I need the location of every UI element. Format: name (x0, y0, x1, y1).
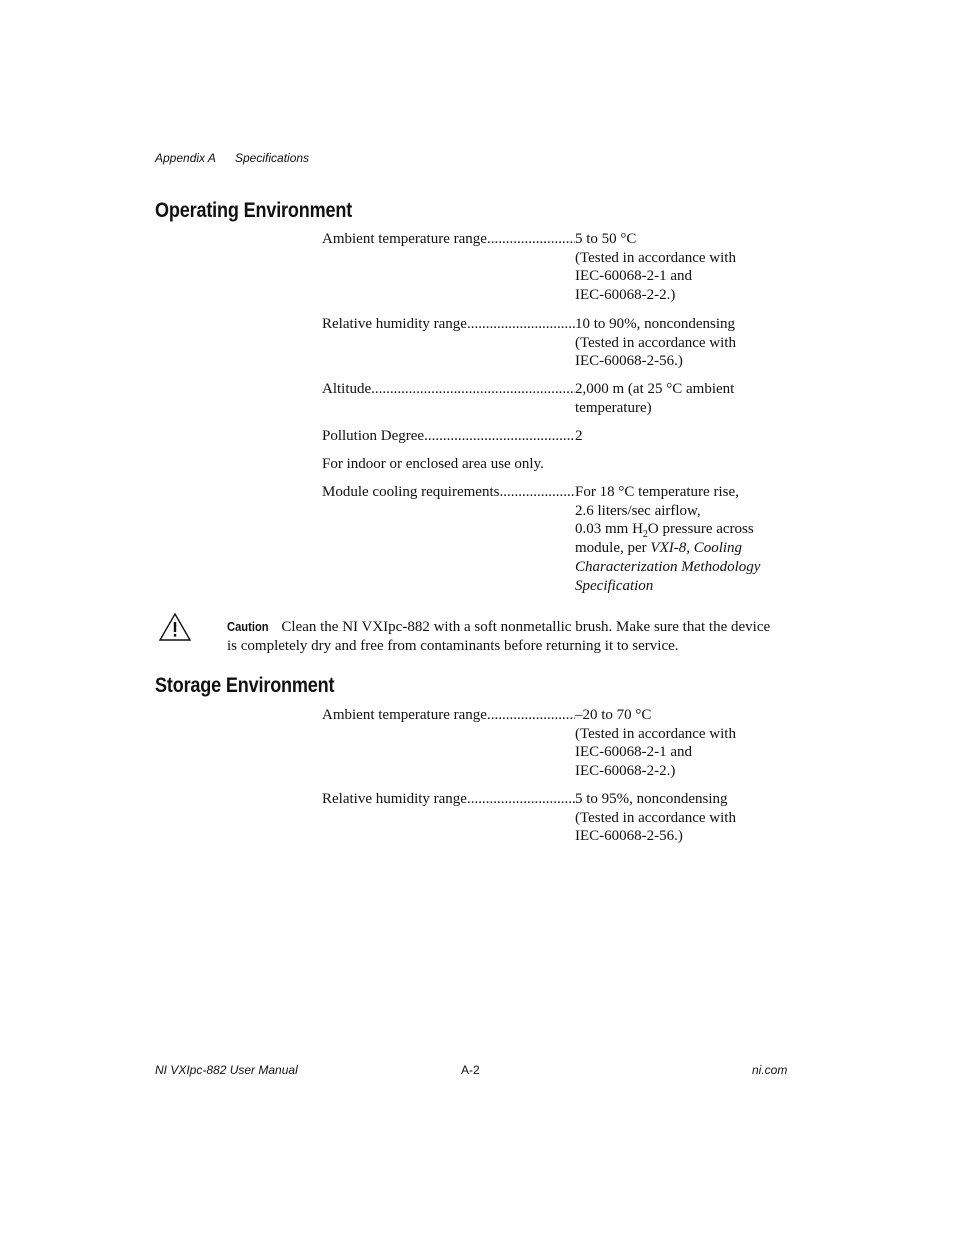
operating-environment-heading: Operating Environment (155, 199, 353, 222)
footer-site: ni.com (752, 1063, 788, 1077)
caution-icon (158, 612, 192, 642)
spec-label: Pollution Degree (322, 428, 425, 444)
caution-text-line1: Clean the NI VXIpc-882 with a soft nonmetallic brush. Make sure that the device (281, 619, 771, 635)
spec-value: 5 to 50 °C (Tested in accordance with IEC-60068-2-1 and IEC-60068-2-2.) (575, 231, 736, 304)
caution-block (227, 617, 797, 656)
footer-page-number: A-2 (461, 1063, 480, 1077)
header-section: Specifications (235, 151, 310, 165)
spec-value: 2,000 m (at 25 °C ambient temperature) (575, 381, 735, 416)
storage-spec-ambient-temperature (322, 706, 792, 781)
spec-label: Module cooling requirements (322, 484, 500, 500)
spec-label: Relative humidity range (322, 316, 467, 332)
operating-spec-module-cooling (322, 483, 792, 595)
indoor-use-note: For indoor or enclosed area use only. (322, 456, 544, 472)
spec-label: Altitude (322, 381, 372, 397)
spec-value: –20 to 70 °C (Tested in accordance with IEC-60068-2-1 and IEC-60068-2-2.) (575, 707, 736, 780)
spec-label: Relative humidity range (322, 791, 467, 807)
operating-spec-altitude (322, 380, 792, 417)
spec-label: Ambient temperature range (322, 707, 487, 723)
spec-value: 2 (575, 428, 583, 444)
spec-value: For 18 °C temperature rise, 2.6 liters/sec airflow, 0.03 mm $H_2O$ pressure across module, per VXI-8, Cooling Characterization Methodology Specification (575, 484, 761, 594)
header-appendix: Appendix A (155, 151, 216, 165)
caution-text-line2: is completely dry and free from contaminants before returning it to service. (227, 638, 679, 654)
operating-spec-relative-humidity (322, 315, 792, 371)
footer-manual-title: NI VXIpc-882 User Manual (155, 1063, 298, 1077)
caution-label: Caution (227, 619, 269, 634)
storage-spec-relative-humidity (322, 790, 792, 846)
operating-spec-pollution-degree (322, 427, 792, 446)
spec-label: Ambient temperature range (322, 231, 487, 247)
spec-value: 10 to 90%, noncondensing (Tested in accordance with IEC-60068-2-56.) (575, 316, 736, 370)
operating-spec-ambient-temperature (322, 230, 792, 305)
spec-value: 5 to 95%, noncondensing (Tested in accordance with IEC-60068-2-56.) (575, 791, 736, 845)
storage-environment-heading: Storage Environment (155, 674, 335, 697)
